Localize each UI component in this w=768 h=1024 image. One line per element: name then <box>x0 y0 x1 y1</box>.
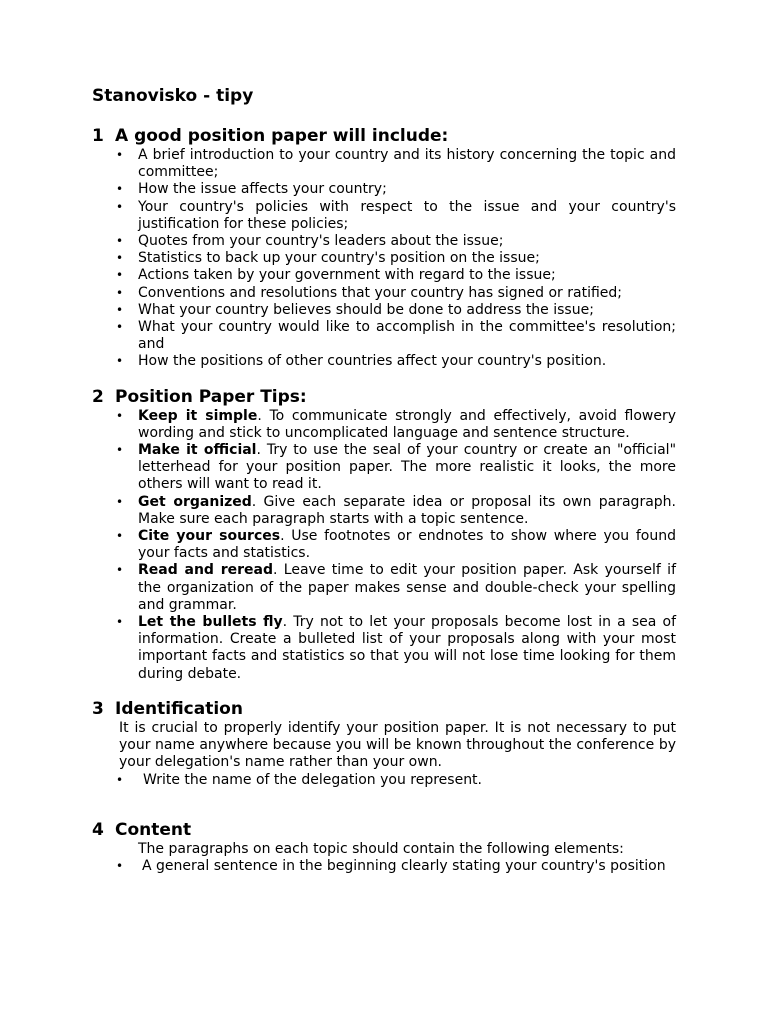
section-content <box>92 820 676 875</box>
list-item: • A general sentence in the beginning clearly stating your country's position <box>116 857 666 874</box>
section-paragraph: It is crucial to properly identify your position paper. It is not necessary to put your name anywhere because you will be known throughout the conference by your delegation's name rather than your own. <box>119 719 676 771</box>
section-position-paper-tips <box>92 387 676 683</box>
section-number: 4 <box>92 819 104 840</box>
list-item: • What your country would like to accomplish in the committee's resolution; and <box>116 319 676 353</box>
list-item: • What your country believes should be done to address the issue; <box>116 301 594 318</box>
bullet-icon: • <box>116 251 124 266</box>
tip-text: . Try to use the seal of your country or create an "official" letterhead for your position paper. The more realistic it looks, the more others will want to read it. <box>138 442 677 493</box>
tip-item <box>116 614 677 683</box>
bullet-icon: • <box>116 268 124 283</box>
bullet-icon: • <box>116 529 124 544</box>
list-item: • How the issue affects your country; <box>116 181 387 198</box>
tip-item <box>116 562 676 614</box>
document-title: Stanovisko - tipy <box>92 86 254 106</box>
tip-item <box>116 493 676 528</box>
list-item: • Quotes from your country's leaders about the issue; <box>116 233 504 250</box>
bullet-icon: • <box>116 858 124 873</box>
tip-keyword: Cite your sources <box>138 528 281 545</box>
bullet-icon: • <box>116 443 124 458</box>
bullet-icon: • <box>116 563 124 578</box>
tip-text: . To communicate strongly and effectively, avoid flowery wording and stick to uncomplicated language and sentence structure. <box>138 407 676 441</box>
bullet-icon: • <box>116 285 124 300</box>
tip-text: . Leave time to edit your position paper. Ask yourself if the organization of the paper makes sense and double-check your spelling and grammar. <box>138 562 676 613</box>
list-item: • How the positions of other countries affect your country's position. <box>116 353 607 370</box>
bullet-icon: • <box>116 408 124 423</box>
bullet-icon: • <box>116 320 124 335</box>
section-number: 3 <box>92 698 104 719</box>
tip-text: . Use footnotes or endnotes to show where you found your facts and statistics. <box>138 528 676 562</box>
tip-keyword: Get organized <box>138 493 252 510</box>
list-item: • Statistics to back up your country's position on the issue; <box>116 250 540 267</box>
list-item: • A brief introduction to your country and its history concerning the topic and committee; <box>116 147 676 181</box>
section-paragraph: The paragraphs on each topic should contain the following elements: <box>138 840 624 857</box>
tip-item <box>116 407 676 442</box>
bullet-icon: • <box>116 302 124 317</box>
section-heading <box>92 699 676 720</box>
bullet-icon: • <box>116 234 124 249</box>
bullet-icon: • <box>116 148 124 162</box>
section-title: Content <box>115 819 192 840</box>
section-heading <box>92 126 676 147</box>
tip-item <box>116 442 677 494</box>
tip-keyword: Make it official <box>138 442 257 459</box>
bullet-icon: • <box>116 615 124 630</box>
tip-item <box>116 528 676 562</box>
content-list <box>92 858 676 875</box>
section-number: 1 <box>92 126 104 146</box>
tip-keyword: Read and reread <box>138 562 273 579</box>
section-heading <box>92 387 676 408</box>
bullet-icon: • <box>116 199 124 214</box>
bullet-icon: • <box>116 182 124 197</box>
tip-keyword: Keep it simple <box>138 407 258 424</box>
list-item: • Actions taken by your government with regard to the issue; <box>116 267 556 284</box>
tip-text: . Try not to let your proposals become lost in a sea of information. Create a bulleted list of your proposals along with your most important facts and statistics so that you will not lose time looking for them during debate. <box>138 614 677 682</box>
section-heading <box>92 820 676 841</box>
bullet-icon: • <box>116 772 124 787</box>
tips-list <box>92 408 676 683</box>
tip-text: . Give each separate idea or proposal its own paragraph. Make sure each paragraph starts with a topic sentence. <box>138 493 676 527</box>
bullet-icon: • <box>116 494 124 509</box>
bullet-icon: • <box>116 354 124 369</box>
list-item: • Conventions and resolutions that your country has signed or ratified; <box>116 284 622 301</box>
list-item: • Write the name of the delegation you represent. <box>116 771 483 788</box>
section-identification <box>92 699 676 789</box>
identification-list <box>92 772 676 789</box>
section-title: Position Paper Tips: <box>115 386 307 407</box>
include-list <box>92 147 676 371</box>
section-number: 2 <box>92 386 104 407</box>
section-title: A good position paper will include: <box>115 126 449 146</box>
section-title: Identification <box>115 698 243 719</box>
list-item: • Your country's policies with respect to the issue and your country's justification for these policies; <box>116 198 676 232</box>
tip-keyword: Let the bullets fly <box>138 614 283 631</box>
section-good-position-paper <box>92 126 676 371</box>
